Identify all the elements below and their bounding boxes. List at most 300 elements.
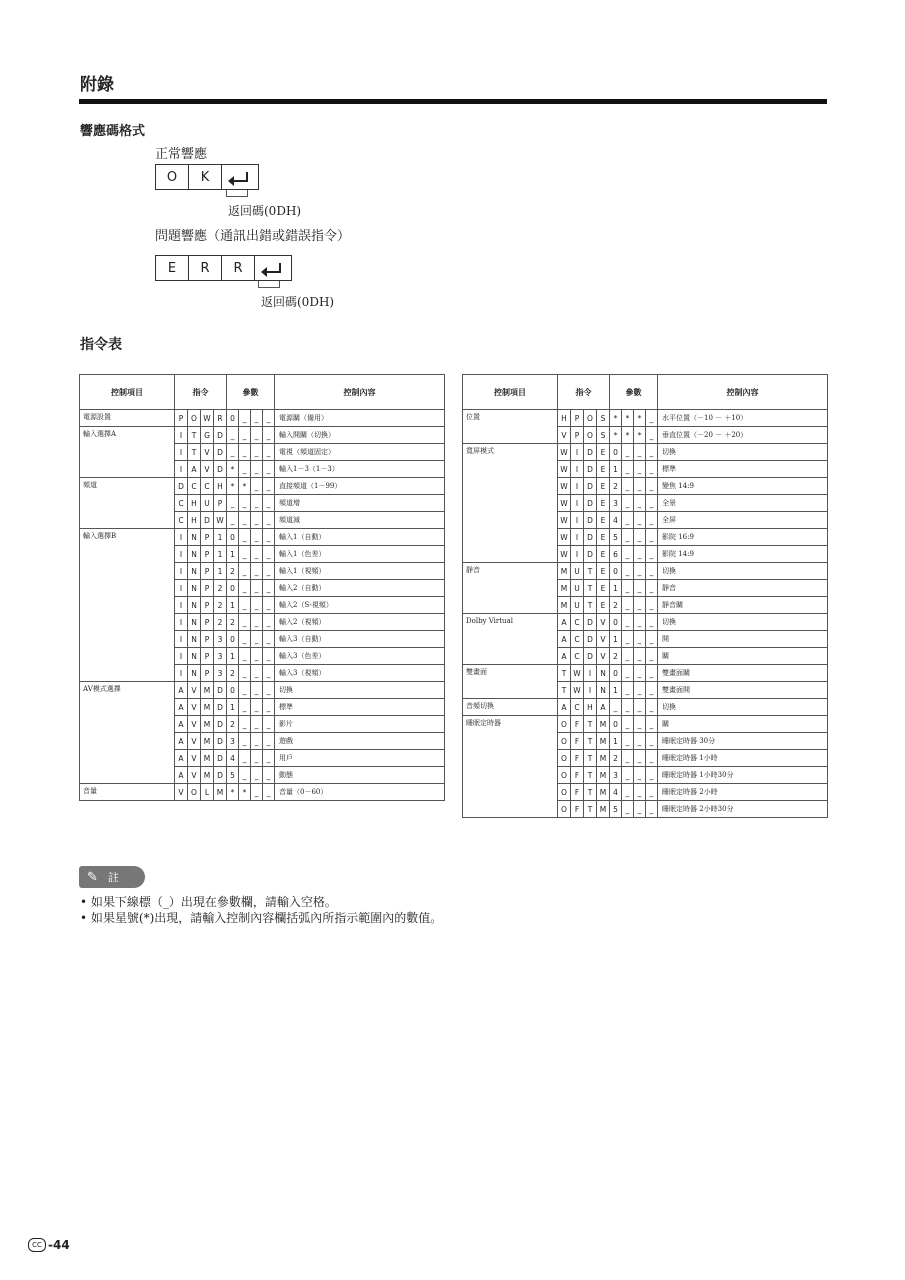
- command-table-right: [462, 374, 828, 818]
- command-char-cell: I: [175, 597, 188, 614]
- command-char-cell: W: [558, 478, 571, 495]
- command-char-cell: P: [201, 580, 214, 597]
- parameter-char-cell: _: [646, 733, 658, 750]
- parameter-char-cell: _: [251, 716, 263, 733]
- parameter-char-cell: _: [251, 427, 263, 444]
- command-char-cell: 1: [214, 563, 227, 580]
- parameter-char-cell: _: [646, 597, 658, 614]
- command-char-cell: E: [597, 444, 610, 461]
- command-char-cell: V: [558, 427, 571, 444]
- parameter-char-cell: *: [239, 784, 251, 801]
- command-char-cell: G: [201, 427, 214, 444]
- parameter-char-cell: _: [251, 682, 263, 699]
- control-content-cell: 雙畫面開: [658, 682, 828, 699]
- command-char-cell: O: [558, 733, 571, 750]
- command-char-cell: W: [558, 461, 571, 478]
- command-char-cell: O: [558, 784, 571, 801]
- command-char-cell: O: [558, 801, 571, 818]
- command-char-cell: R: [214, 410, 227, 427]
- command-char-cell: W: [558, 512, 571, 529]
- parameter-char-cell: _: [251, 597, 263, 614]
- control-item-cell: 頻道: [80, 478, 175, 529]
- parameter-char-cell: *: [610, 427, 622, 444]
- parameter-char-cell: _: [646, 665, 658, 682]
- parameter-char-cell: _: [263, 478, 275, 495]
- parameter-char-cell: _: [634, 801, 646, 818]
- parameter-char-cell: _: [646, 784, 658, 801]
- parameter-char-cell: *: [610, 410, 622, 427]
- command-char-cell: I: [175, 444, 188, 461]
- parameter-char-cell: _: [251, 767, 263, 784]
- code-cell: R: [189, 256, 222, 280]
- command-char-cell: C: [571, 631, 584, 648]
- enter-return-icon: [232, 172, 248, 182]
- command-char-cell: T: [584, 597, 597, 614]
- command-char-cell: N: [188, 563, 201, 580]
- parameter-char-cell: _: [646, 546, 658, 563]
- parameter-char-cell: _: [263, 614, 275, 631]
- command-char-cell: V: [188, 767, 201, 784]
- enter-cell: [255, 256, 291, 280]
- note-badge-label: 註: [107, 871, 119, 884]
- parameter-char-cell: _: [251, 444, 263, 461]
- column-header-item: 控制項目: [463, 375, 558, 410]
- parameter-char-cell: _: [634, 767, 646, 784]
- command-char-cell: O: [584, 410, 597, 427]
- parameter-char-cell: 1: [227, 648, 239, 665]
- control-item-cell: 寬屏模式: [463, 444, 558, 563]
- command-char-cell: T: [584, 750, 597, 767]
- command-char-cell: V: [188, 750, 201, 767]
- parameter-char-cell: _: [251, 546, 263, 563]
- command-char-cell: 1: [214, 529, 227, 546]
- command-char-cell: D: [584, 512, 597, 529]
- command-char-cell: P: [201, 631, 214, 648]
- code-cell: R: [222, 256, 255, 280]
- parameter-char-cell: _: [622, 563, 634, 580]
- command-char-cell: I: [584, 682, 597, 699]
- enter-cell: [222, 165, 258, 189]
- parameter-char-cell: _: [239, 495, 251, 512]
- command-char-cell: I: [175, 580, 188, 597]
- command-char-cell: D: [214, 461, 227, 478]
- command-char-cell: I: [175, 665, 188, 682]
- command-char-cell: T: [584, 767, 597, 784]
- command-char-cell: V: [201, 444, 214, 461]
- parameter-char-cell: _: [634, 580, 646, 597]
- command-char-cell: V: [188, 682, 201, 699]
- parameter-char-cell: _: [622, 665, 634, 682]
- bracket-mark: [258, 281, 280, 288]
- note-item: • 如果下線標（_）出現在參數欄，請輸入空格。: [80, 895, 337, 909]
- section-title: 附錄: [80, 75, 114, 95]
- parameter-char-cell: 1: [610, 461, 622, 478]
- parameter-char-cell: 6: [610, 546, 622, 563]
- command-char-cell: M: [201, 733, 214, 750]
- parameter-char-cell: _: [263, 631, 275, 648]
- parameter-char-cell: _: [263, 580, 275, 597]
- parameter-char-cell: 4: [610, 784, 622, 801]
- column-header-command: 指令: [175, 375, 227, 410]
- command-char-cell: D: [584, 495, 597, 512]
- command-char-cell: E: [597, 563, 610, 580]
- parameter-char-cell: _: [646, 648, 658, 665]
- parameter-char-cell: _: [263, 648, 275, 665]
- control-content-cell: 電源關（備用）: [275, 410, 445, 427]
- table-row: [80, 682, 445, 699]
- control-item-cell: Dolby Virtual: [463, 614, 558, 665]
- control-content-cell: 關: [658, 648, 828, 665]
- command-char-cell: P: [175, 410, 188, 427]
- parameter-char-cell: *: [634, 410, 646, 427]
- command-char-cell: P: [571, 427, 584, 444]
- command-char-cell: W: [558, 546, 571, 563]
- table-row: [463, 699, 828, 716]
- control-content-cell: 睡眠定時器 2小時: [658, 784, 828, 801]
- command-char-cell: C: [571, 648, 584, 665]
- parameter-char-cell: _: [622, 699, 634, 716]
- parameter-char-cell: _: [251, 784, 263, 801]
- command-char-cell: P: [201, 614, 214, 631]
- command-char-cell: W: [571, 665, 584, 682]
- parameter-char-cell: 0: [610, 614, 622, 631]
- command-char-cell: O: [558, 767, 571, 784]
- parameter-char-cell: *: [622, 427, 634, 444]
- command-char-cell: I: [175, 529, 188, 546]
- command-char-cell: P: [201, 529, 214, 546]
- language-badge: CC: [28, 1238, 46, 1252]
- control-content-cell: 輸入2（S-視頻）: [275, 597, 445, 614]
- command-char-cell: L: [201, 784, 214, 801]
- command-char-cell: N: [188, 580, 201, 597]
- command-char-cell: O: [188, 410, 201, 427]
- command-char-cell: T: [584, 784, 597, 801]
- command-char-cell: F: [571, 716, 584, 733]
- table-row: [80, 478, 445, 495]
- command-char-cell: H: [558, 410, 571, 427]
- control-item-cell: 輸入選擇B: [80, 529, 175, 682]
- command-char-cell: A: [558, 614, 571, 631]
- parameter-char-cell: _: [239, 427, 251, 444]
- parameter-char-cell: _: [263, 563, 275, 580]
- parameter-char-cell: _: [646, 410, 658, 427]
- command-char-cell: V: [188, 716, 201, 733]
- command-char-cell: A: [558, 648, 571, 665]
- command-char-cell: D: [214, 767, 227, 784]
- command-char-cell: 3: [214, 648, 227, 665]
- normal-return-code: 返回碼(0DH): [228, 204, 302, 218]
- command-char-cell: N: [188, 546, 201, 563]
- command-char-cell: E: [597, 512, 610, 529]
- parameter-char-cell: _: [646, 512, 658, 529]
- command-char-cell: D: [214, 427, 227, 444]
- control-content-cell: 輸入1（自動）: [275, 529, 445, 546]
- parameter-char-cell: _: [622, 716, 634, 733]
- command-char-cell: D: [175, 478, 188, 495]
- parameter-char-cell: _: [634, 699, 646, 716]
- command-char-cell: M: [558, 597, 571, 614]
- command-char-cell: H: [188, 495, 201, 512]
- parameter-char-cell: _: [622, 682, 634, 699]
- command-char-cell: M: [597, 784, 610, 801]
- parameter-char-cell: _: [251, 699, 263, 716]
- parameter-char-cell: _: [263, 529, 275, 546]
- command-char-cell: W: [214, 512, 227, 529]
- parameter-char-cell: 0: [610, 444, 622, 461]
- table-row: [463, 444, 828, 461]
- code-cell: O: [156, 165, 189, 189]
- parameter-char-cell: _: [251, 461, 263, 478]
- parameter-char-cell: _: [646, 461, 658, 478]
- control-item-cell: 睡眠定時器: [463, 716, 558, 818]
- control-content-cell: 遊戲: [275, 733, 445, 750]
- parameter-char-cell: 1: [227, 699, 239, 716]
- parameter-char-cell: _: [646, 699, 658, 716]
- command-char-cell: W: [201, 410, 214, 427]
- command-char-cell: W: [558, 529, 571, 546]
- parameter-char-cell: *: [227, 478, 239, 495]
- command-char-cell: N: [188, 665, 201, 682]
- parameter-char-cell: _: [646, 614, 658, 631]
- command-char-cell: V: [175, 784, 188, 801]
- command-char-cell: I: [571, 546, 584, 563]
- parameter-char-cell: 0: [227, 580, 239, 597]
- command-char-cell: H: [214, 478, 227, 495]
- command-char-cell: I: [571, 529, 584, 546]
- command-char-cell: P: [201, 665, 214, 682]
- control-content-cell: 動態: [275, 767, 445, 784]
- normal-response-label: 正常響應: [155, 147, 208, 162]
- parameter-char-cell: _: [239, 563, 251, 580]
- command-char-cell: A: [175, 767, 188, 784]
- note-text: 如果下線標（_）出現在參數欄，請輸入空格。: [90, 895, 337, 909]
- command-char-cell: W: [571, 682, 584, 699]
- command-char-cell: I: [584, 665, 597, 682]
- command-char-cell: M: [201, 767, 214, 784]
- control-content-cell: 頻道增: [275, 495, 445, 512]
- parameter-char-cell: _: [622, 495, 634, 512]
- parameter-char-cell: 2: [227, 614, 239, 631]
- control-item-cell: 輸入選擇A: [80, 427, 175, 478]
- parameter-char-cell: _: [239, 444, 251, 461]
- parameter-char-cell: _: [646, 529, 658, 546]
- header-rule: [79, 99, 827, 104]
- control-content-cell: 切換: [658, 444, 828, 461]
- parameter-char-cell: 0: [227, 410, 239, 427]
- command-char-cell: V: [597, 648, 610, 665]
- parameter-char-cell: _: [251, 733, 263, 750]
- command-char-cell: E: [597, 461, 610, 478]
- control-content-cell: 影院 14:9: [658, 546, 828, 563]
- command-char-cell: M: [597, 716, 610, 733]
- table-row: [463, 665, 828, 682]
- control-content-cell: 輸入2（視頻）: [275, 614, 445, 631]
- control-item-cell: 電源設置: [80, 410, 175, 427]
- control-content-cell: 標準: [275, 699, 445, 716]
- control-content-cell: 輸入開關（切換）: [275, 427, 445, 444]
- command-char-cell: E: [597, 580, 610, 597]
- parameter-char-cell: _: [646, 631, 658, 648]
- code-cell: E: [156, 256, 189, 280]
- parameter-char-cell: 0: [227, 682, 239, 699]
- command-char-cell: O: [558, 716, 571, 733]
- parameter-char-cell: _: [239, 512, 251, 529]
- parameter-char-cell: _: [622, 546, 634, 563]
- table-row: [463, 410, 828, 427]
- parameter-char-cell: 5: [610, 801, 622, 818]
- parameter-char-cell: _: [646, 427, 658, 444]
- control-content-cell: 切換: [658, 699, 828, 716]
- command-char-cell: I: [175, 461, 188, 478]
- control-content-cell: 切換: [658, 614, 828, 631]
- parameter-char-cell: _: [263, 665, 275, 682]
- parameter-char-cell: _: [263, 597, 275, 614]
- command-char-cell: D: [214, 750, 227, 767]
- command-char-cell: C: [188, 478, 201, 495]
- control-content-cell: 輸入3（色差）: [275, 648, 445, 665]
- command-char-cell: T: [584, 563, 597, 580]
- parameter-char-cell: _: [263, 699, 275, 716]
- parameter-char-cell: 0: [227, 529, 239, 546]
- command-char-cell: I: [571, 444, 584, 461]
- command-char-cell: U: [201, 495, 214, 512]
- parameter-char-cell: 2: [610, 648, 622, 665]
- parameter-char-cell: _: [646, 580, 658, 597]
- parameter-char-cell: _: [634, 784, 646, 801]
- parameter-char-cell: _: [239, 580, 251, 597]
- parameter-char-cell: _: [227, 495, 239, 512]
- command-char-cell: A: [558, 631, 571, 648]
- parameter-char-cell: _: [251, 410, 263, 427]
- command-char-cell: M: [597, 801, 610, 818]
- enter-return-icon: [265, 263, 281, 273]
- control-content-cell: 睡眠定時器 2小時30分: [658, 801, 828, 818]
- command-char-cell: H: [584, 699, 597, 716]
- parameter-char-cell: _: [646, 478, 658, 495]
- command-char-cell: F: [571, 750, 584, 767]
- parameter-char-cell: _: [622, 580, 634, 597]
- control-content-cell: 切換: [275, 682, 445, 699]
- command-char-cell: M: [558, 580, 571, 597]
- error-response-label: 問題響應（通訊出錯或錯誤指令）: [155, 229, 351, 244]
- command-char-cell: V: [597, 614, 610, 631]
- parameter-char-cell: _: [646, 444, 658, 461]
- command-char-cell: M: [558, 563, 571, 580]
- parameter-char-cell: 2: [227, 716, 239, 733]
- command-table-heading: 指令表: [80, 337, 122, 353]
- command-char-cell: I: [571, 495, 584, 512]
- parameter-char-cell: _: [634, 512, 646, 529]
- parameter-char-cell: _: [263, 410, 275, 427]
- parameter-char-cell: _: [646, 716, 658, 733]
- parameter-char-cell: _: [634, 665, 646, 682]
- parameter-char-cell: _: [239, 767, 251, 784]
- parameter-char-cell: _: [622, 512, 634, 529]
- control-content-cell: 音量（0－60）: [275, 784, 445, 801]
- command-char-cell: A: [175, 682, 188, 699]
- parameter-char-cell: _: [251, 631, 263, 648]
- command-char-cell: D: [584, 614, 597, 631]
- command-char-cell: D: [214, 733, 227, 750]
- command-char-cell: D: [214, 716, 227, 733]
- parameter-char-cell: _: [227, 512, 239, 529]
- command-char-cell: 2: [214, 614, 227, 631]
- command-char-cell: P: [571, 410, 584, 427]
- control-content-cell: 全屏: [658, 512, 828, 529]
- command-char-cell: O: [584, 427, 597, 444]
- command-char-cell: H: [188, 512, 201, 529]
- parameter-char-cell: _: [239, 682, 251, 699]
- parameter-char-cell: _: [239, 665, 251, 682]
- command-char-cell: N: [597, 665, 610, 682]
- parameter-char-cell: _: [263, 767, 275, 784]
- control-item-cell: 靜音: [463, 563, 558, 614]
- command-char-cell: M: [201, 682, 214, 699]
- parameter-char-cell: _: [622, 733, 634, 750]
- command-char-cell: F: [571, 784, 584, 801]
- parameter-char-cell: _: [646, 750, 658, 767]
- parameter-char-cell: _: [239, 546, 251, 563]
- command-char-cell: P: [214, 495, 227, 512]
- command-char-cell: U: [571, 580, 584, 597]
- parameter-char-cell: 1: [610, 631, 622, 648]
- control-content-cell: 輸入3（自動）: [275, 631, 445, 648]
- command-char-cell: I: [175, 546, 188, 563]
- command-char-cell: T: [558, 665, 571, 682]
- parameter-char-cell: _: [634, 597, 646, 614]
- table-row: [463, 716, 828, 733]
- parameter-char-cell: 1: [610, 682, 622, 699]
- command-char-cell: E: [597, 546, 610, 563]
- parameter-char-cell: _: [634, 716, 646, 733]
- command-char-cell: N: [188, 614, 201, 631]
- column-header-parameter: 參數: [610, 375, 658, 410]
- control-content-cell: 輸入1（視頻）: [275, 563, 445, 580]
- parameter-char-cell: 1: [227, 546, 239, 563]
- parameter-char-cell: _: [263, 733, 275, 750]
- note-text: 如果星號(*)出現，請輸入控制內容欄括弧內所指示範圍內的數值。: [90, 911, 443, 925]
- page-footer: [28, 1238, 70, 1252]
- parameter-char-cell: _: [634, 648, 646, 665]
- parameter-char-cell: _: [634, 733, 646, 750]
- command-char-cell: D: [214, 444, 227, 461]
- command-char-cell: N: [188, 631, 201, 648]
- command-char-cell: I: [571, 478, 584, 495]
- command-char-cell: I: [571, 461, 584, 478]
- parameter-char-cell: _: [634, 750, 646, 767]
- control-content-cell: 用戶: [275, 750, 445, 767]
- parameter-char-cell: _: [251, 750, 263, 767]
- parameter-char-cell: 5: [227, 767, 239, 784]
- command-char-cell: M: [597, 767, 610, 784]
- parameter-char-cell: *: [239, 478, 251, 495]
- parameter-char-cell: 2: [610, 750, 622, 767]
- command-char-cell: V: [597, 631, 610, 648]
- parameter-char-cell: 3: [227, 733, 239, 750]
- parameter-char-cell: _: [622, 597, 634, 614]
- parameter-char-cell: _: [239, 410, 251, 427]
- command-char-cell: V: [188, 733, 201, 750]
- control-content-cell: 關: [658, 716, 828, 733]
- control-content-cell: 靜音關: [658, 597, 828, 614]
- control-item-cell: 雙畫面: [463, 665, 558, 699]
- command-char-cell: D: [584, 631, 597, 648]
- command-char-cell: M: [201, 750, 214, 767]
- control-content-cell: 直接頻道（1－99）: [275, 478, 445, 495]
- command-char-cell: A: [175, 716, 188, 733]
- control-content-cell: 垂直位置（－20 － ＋20）: [658, 427, 828, 444]
- command-char-cell: A: [558, 699, 571, 716]
